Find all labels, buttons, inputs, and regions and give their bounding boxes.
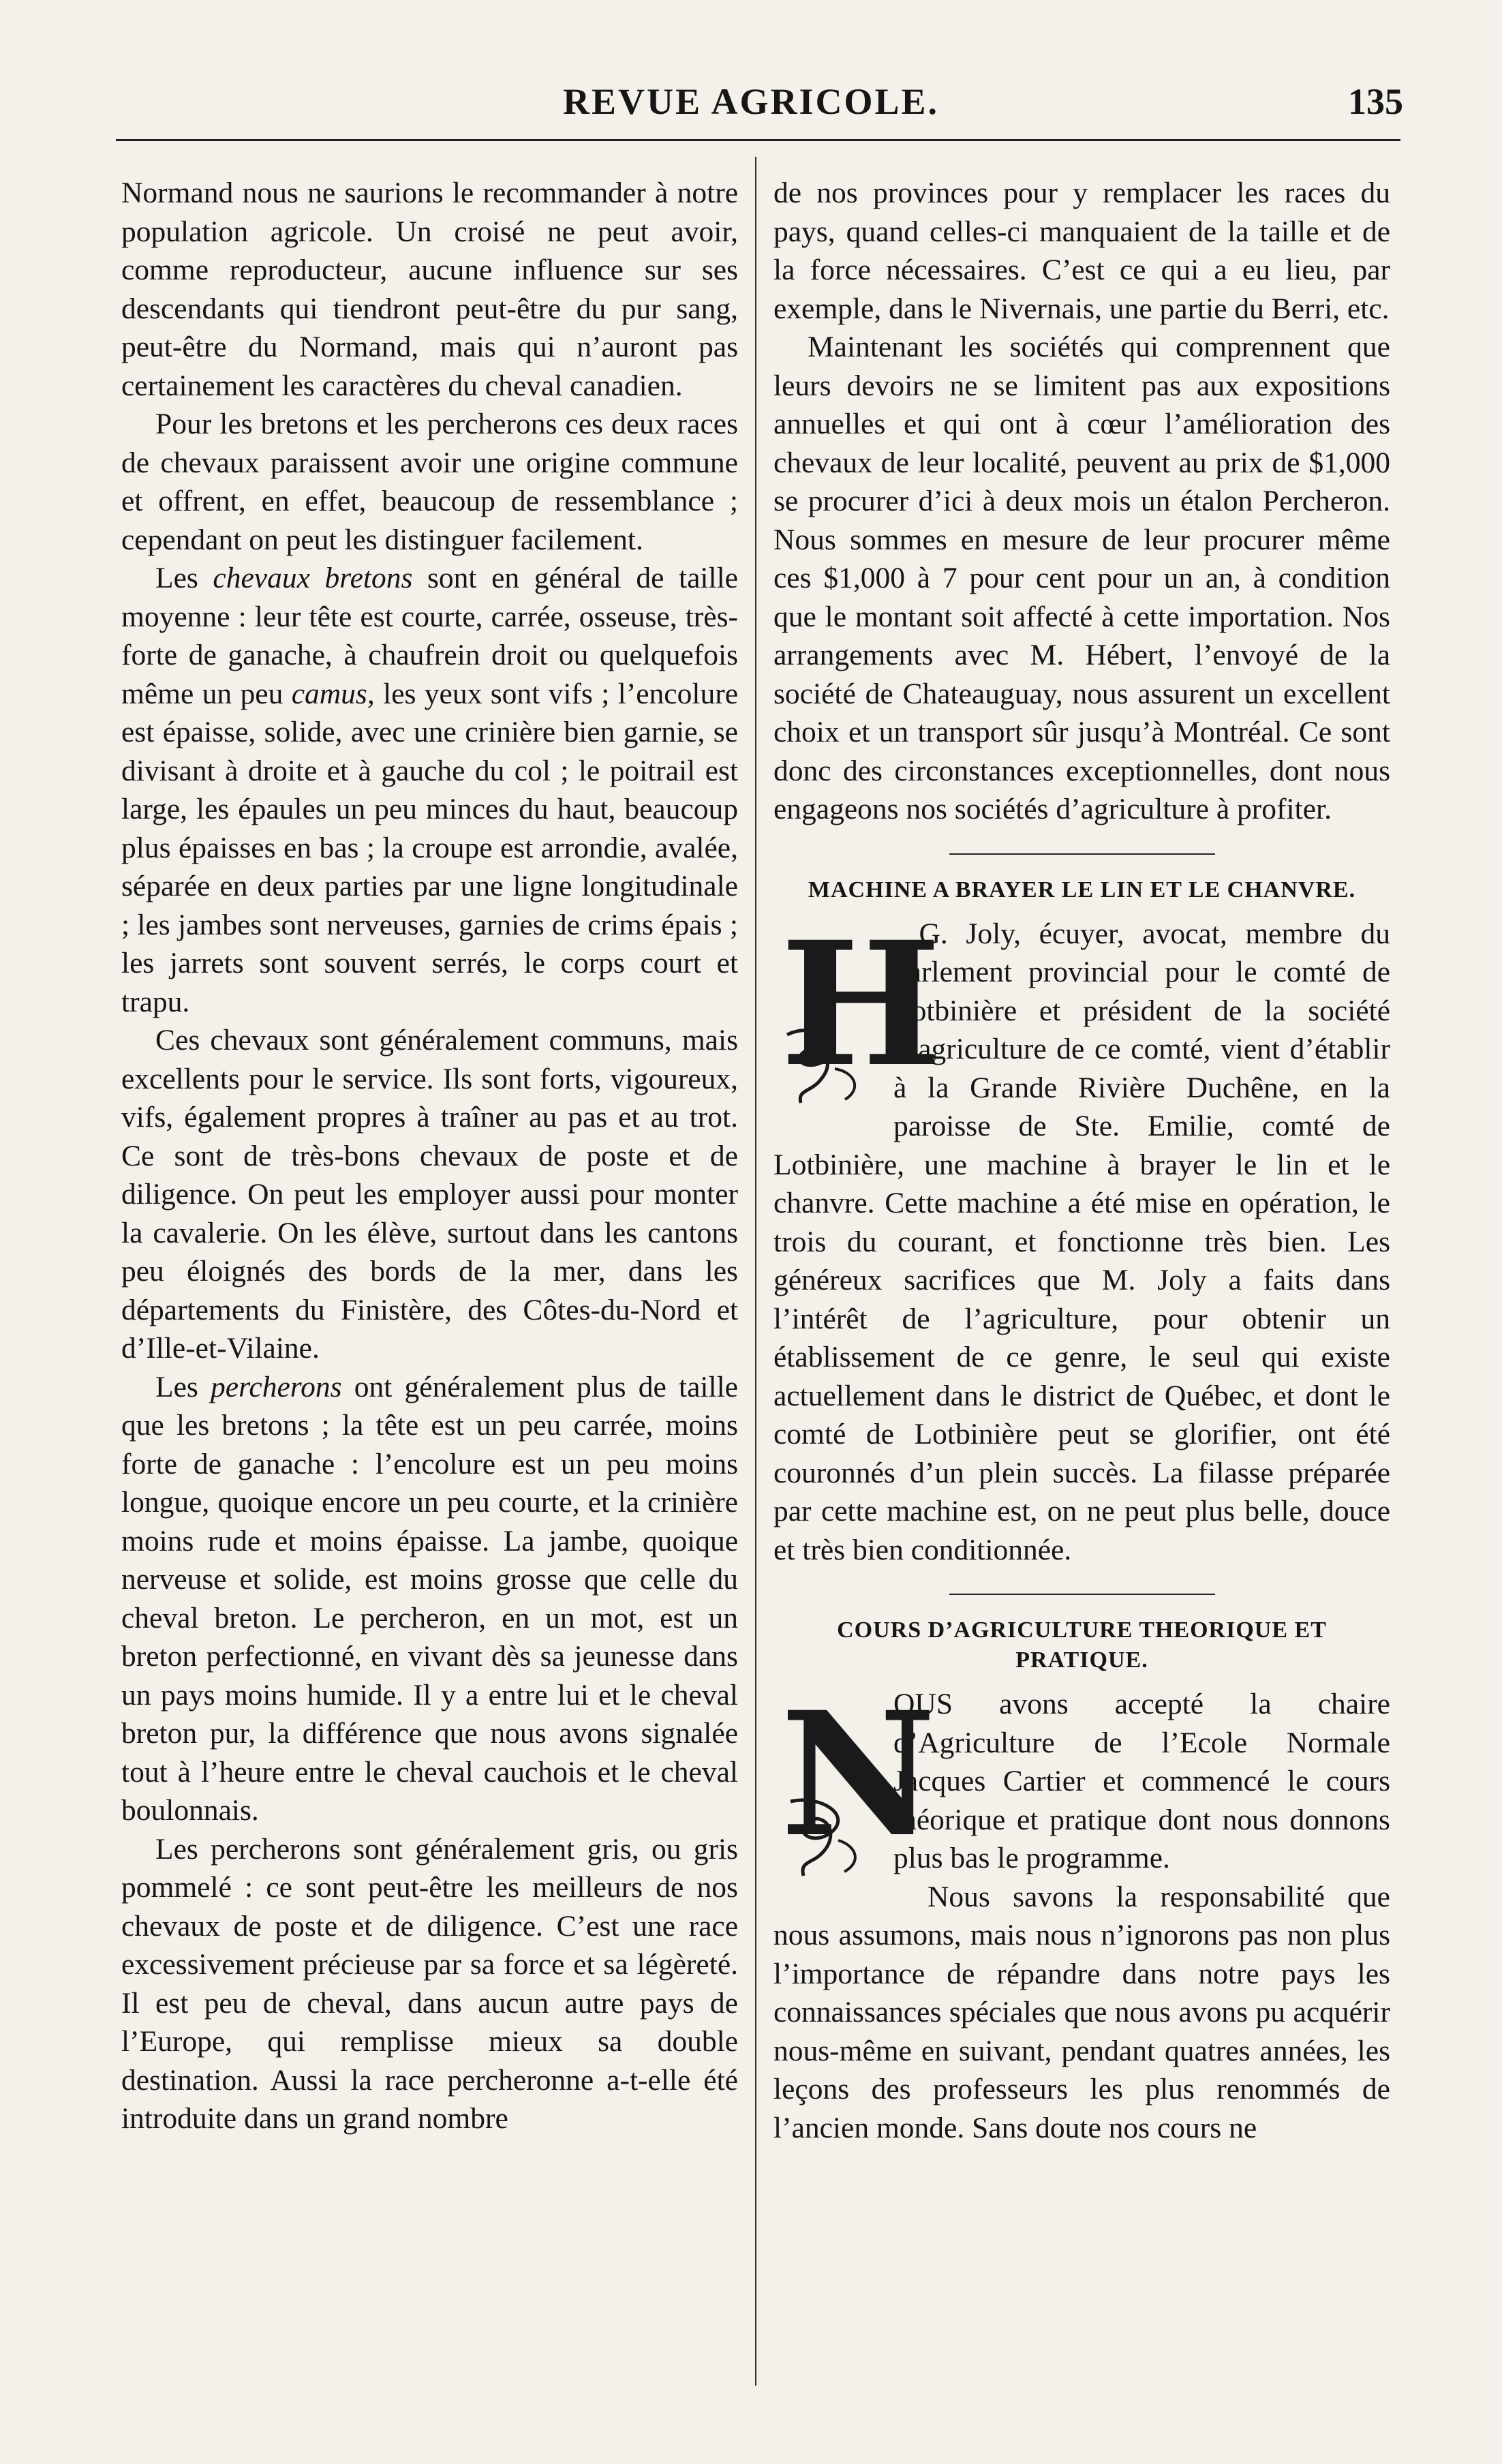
italic-term: chevaux bretons [213,562,413,594]
dropcap-letter: N [780,1674,936,1874]
flourish-ornament-icon [773,1021,876,1110]
ornate-dropcap [773,903,942,1110]
paragraph [121,559,738,1021]
text-run: Les [155,562,213,594]
section-rule [949,853,1215,855]
section-title-agriculture-course: COURS D’AGRICULTURE THEORIQUE ET PRATIQUE. [837,1617,1327,1673]
text-run: sont en général de taille moyenne : leur tête est courte, carrée, osseuse, très-forte de ganache, à chaufrein droit ou quelquefois même un peu [121,562,738,710]
right-column [773,174,1390,2416]
paragraph: Pour les bretons et les percherons ces deux races de chevaux paraissent avoir une origine commune et offrent, en effet, beaucoup de ressemblance ; cependant on peut les distinguer facilement. [121,408,738,556]
section-title-flax-machine: MACHINE A BRAYER LE LIN ET LE CHANVRE. [808,877,1356,902]
paragraph: OUS avons accepté la chaire d’Agriculture de l’Ecole Normale Jacques Cartier et commencé le cours théorique et pratique dont nous donnons plus bas le programme. [893,1688,1390,1874]
flourish-ornament-icon [773,1791,876,1880]
text-run: ont généralement plus de taille que les bretons ; la tête est un peu carrée, moins forte de ganache : l’encolure est un peu moins longue, quoique encore un peu courte, et la crinière moins rude et moins épaisse. La jambe, quoique nerveuse et solide, est moins grosse que celle du cheval breton. Le percheron, en un mot, est un breton perfectionné, en vivant dès sa jeunesse dans un pays moins humide. Il y a entre lui et le cheval breton pur, la différence que nous avons signalée tout à l’heure entre le cheval cauchois et le cheval boulonnais. [121,1370,738,1827]
text-run: Les [155,1370,211,1403]
paragraph: Maintenant les sociétés qui comprennent que leurs devoirs ne se limitent pas aux expositions annuelles et qui ont à cœur l’amélioration des chevaux de leur localité, peuvent au prix de $1,000 se procurer d’ici à deux mois un étalon Percheron. Nous sommes en mesure de leur procurer même ces $1,000 à 7 pour cent pour un an, à condition que le montant soit affecté à cette importation. Nos arrangements avec M. Hébert, l’envoyé de la société de Chateauguay, nous assurent un excellent choix et un transport sûr jusqu’à Montréal. Ce sont donc des circonstances exceptionnelles, dont nous engageons nos sociétés d’agriculture à profiter. [773,331,1390,825]
header-rule [116,139,1400,141]
paragraph: Normand nous ne saurions le recommander à notre population agricole. Un croisé ne peut avoir, comme reproducteur, aucune influence sur ses descendants qui tiendront peut-être du pur sang, peut-être du Normand, mais qui n’auront pas certainement les caractères du cheval canadien. [121,177,738,402]
running-header-title: REVUE AGRICOLE. [562,81,940,122]
section-rule [949,1594,1215,1595]
italic-term: camus, [291,677,375,710]
paragraph: . G. Joly, écuyer, avocat, membre du parlement provincial pour le comté de Lotbinière et président de la société d’agriculture de ce comté, vient d’établir à la Grande Rivière Duchêne, en la paroisse de Ste. Emilie, comté de Lotbinière, une machine à brayer le lin et le chanvre. Cette machine a été mise en opération, le trois du courant, et fonctionne très bien. Les généreux sacrifices que M. Joly a faits dans l’intérêt de l’agriculture, pour obtenir un établissement de ce genre, le seul qui existe actuellement dans le district de Québec, et dont le comté de Lotbinière peut se glorifier, ont été couronnés d’un plein succès. La filasse préparée par cette machine est, on ne peut plus belle, douce et très bien conditionnée. [773,917,1390,1566]
column-divider [755,157,756,2386]
page-number: 135 [1348,81,1403,122]
paragraph [121,1368,738,1830]
italic-term: percherons [211,1370,342,1403]
left-column [121,174,738,2416]
text-run: les yeux sont vifs ; l’encolure est épaisse, solide, avec une crinière bien garnie, se divisant à droite et à gauche du col ; le poitrail est large, les épaules un peu minces du haut, beaucoup plus épaisses en bas ; la croupe est arrondie, avalée, séparée en deux parties par une ligne longitudinale ; les jambes sont nerveuses, garnies de crims épais ; les jarrets sont souvent serrés, le corps court et trapu. [121,677,738,1018]
paragraph: de nos provinces pour y remplacer les races du pays, quand celles-ci manquaient de la taille et de la force nécessaires. C’est ce qui a eu lieu, par exemple, dans le Nivernais, une partie du Berri, etc. [773,177,1390,325]
dropcap-letter: H [780,903,942,1104]
ornate-dropcap [773,1674,936,1880]
paragraph: Nous savons la responsabilité que nous assumons, mais nous n’ignorons pas non plus l’importance de répandre dans notre pays les connaissances spéciales que nous avons pu acquérir nous-même en suivant, pendant quatres années, les leçons des professeurs les plus renommés de l’ancien monde. Sans doute nos cours ne [773,1880,1390,2144]
paragraph: Les percherons sont généralement gris, ou gris pommelé : ce sont peut-être les meilleurs de nos chevaux de poste et de diligence. C’est une race excessivement précieuse par sa force et sa légèreté. Il est peu de cheval, dans aucun autre pays de l’Europe, qui remplisse mieux sa double destination. Aussi la race percheronne a-t-elle été introduite dans un grand nombre [121,1832,738,2135]
paragraph: Ces chevaux sont généralement communs, mais excellents pour le service. Ils sont forts, vigoureux, vifs, également propres à traîner au pas et au trot. Ce sont de très-bons chevaux de poste et de diligence. On peut les employer aussi pour monter la cavalerie. On les élève, surtout dans les cantons peu éloignés des bords de la mer, dans les départements du Finistère, des Côtes-du-Nord et d’Ille-et-Vilaine. [121,1024,738,1365]
